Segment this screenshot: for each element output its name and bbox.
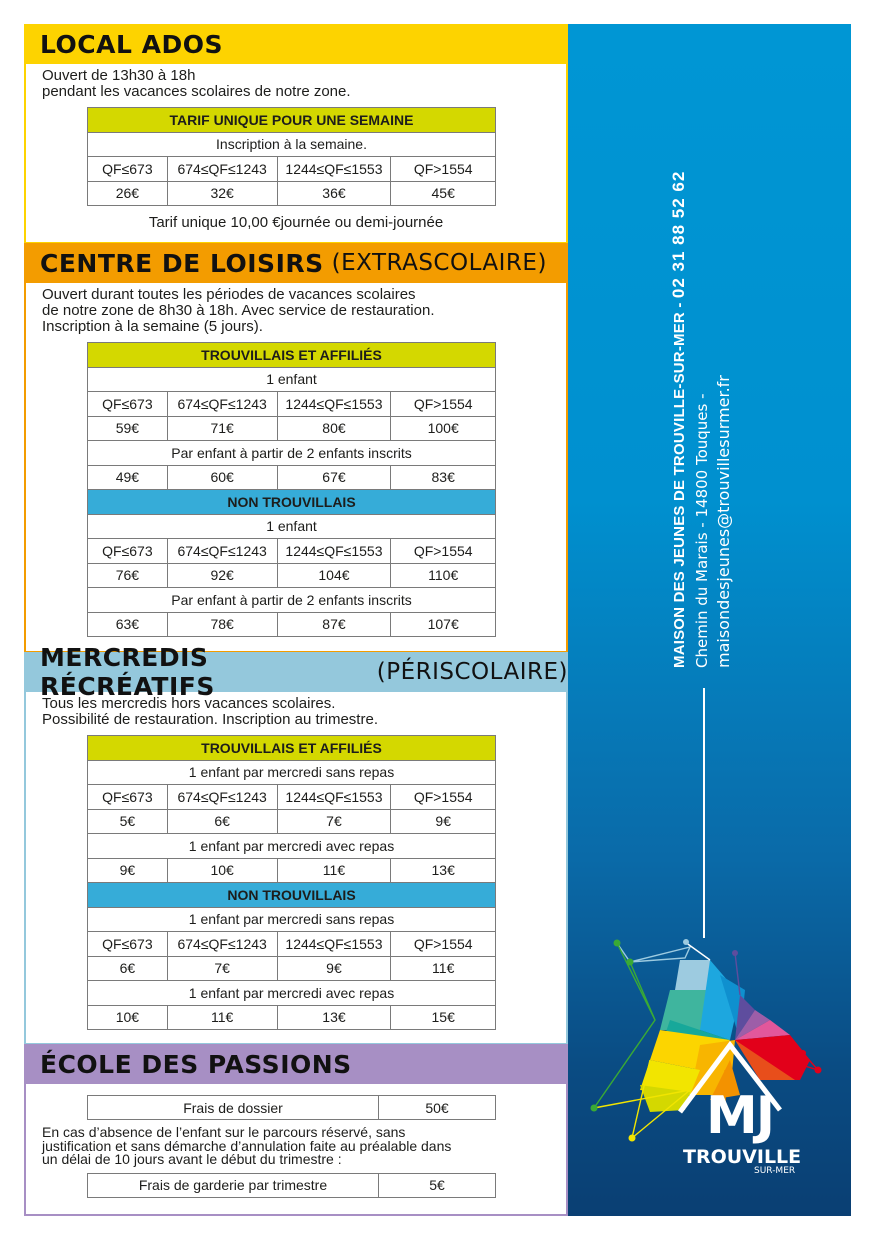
table-header: TARIF UNIQUE POUR UNE SEMAINE — [88, 108, 496, 133]
day-rate-note: Tarif unique 10,00 €journée ou demi-journée — [148, 214, 444, 231]
table-row-qf: QF≤673 674≤QF≤1243 1244≤QF≤1553 QF>1554 — [88, 539, 496, 564]
section-header — [24, 243, 568, 283]
org-name: MAISON DES JEUNES DE TROUVILLE-SUR-MER — [671, 312, 688, 668]
table-row-prices: 26€ 32€ 36€ 45€ — [88, 181, 496, 206]
table-row-prices: 6€ 7€ 9€ 11€ — [88, 956, 496, 981]
row-label: 1 enfant par mercredi sans repas — [88, 760, 496, 785]
fee-table-dossier — [87, 1095, 496, 1120]
address: Chemin du Marais - 14800 Touques - — [693, 393, 711, 668]
fee-price: 5€ — [379, 1173, 496, 1197]
pricing-table — [87, 342, 496, 637]
table-row-qf: QF≤673 674≤QF≤1243 1244≤QF≤1553 QF>1554 — [88, 785, 496, 810]
section-title: LOCAL ADOS — [40, 29, 223, 59]
row-label: 1 enfant par mercredi avec repas — [88, 834, 496, 859]
section-intro: Tous les mercredis hors vacances scolaires. Possibilité de restauration. Inscription au trimestre. — [42, 695, 378, 728]
fee-label: Frais de dossier — [88, 1096, 379, 1120]
row-label: Par enfant à partir de 2 enfants inscrits — [88, 441, 496, 466]
section-title: CENTRE DE LOISIRS — [40, 248, 324, 278]
table-row-prices: 49€ 60€ 67€ 83€ — [88, 465, 496, 490]
table-row-prices: 9€ 10€ 11€ 13€ — [88, 858, 496, 883]
section-title: ÉCOLE DES PASSIONS — [40, 1049, 352, 1079]
section-mercredis-recreatifs — [24, 643, 568, 1045]
group-header: TROUVILLAIS ET AFFILIÉS — [88, 343, 496, 368]
section-ecole-des-passions — [24, 1044, 568, 1216]
group-header: TROUVILLAIS ET AFFILIÉS — [88, 736, 496, 761]
table-row-prices: 63€ 78€ 87€ 107€ — [88, 612, 496, 637]
table-subheader: Inscription à la semaine. — [88, 132, 496, 157]
section-subtitle: (EXTRASCOLAIRE) — [331, 250, 547, 276]
table-row-qf: QF≤673 674≤QF≤1243 1244≤QF≤1553 QF>1554 — [88, 157, 496, 182]
logo-name: TROUVILLE — [683, 1146, 802, 1168]
section-header — [24, 1044, 568, 1084]
group-header: NON TROUVILLAIS — [88, 883, 496, 908]
fee-price: 50€ — [379, 1096, 496, 1120]
section-centre-loisirs — [24, 243, 568, 653]
table-row-prices: 5€ 6€ 7€ 9€ — [88, 809, 496, 834]
table-row-qf: QF≤673 674≤QF≤1243 1244≤QF≤1553 QF>1554 — [88, 392, 496, 417]
section-header — [24, 24, 568, 64]
pricing-table — [87, 735, 496, 1030]
section-subtitle: (PÉRISCOLAIRE) — [376, 659, 568, 685]
pricing-table — [87, 107, 496, 206]
logo-letters: MJ — [706, 1086, 774, 1146]
contact-block — [668, 170, 735, 668]
row-label: Par enfant à partir de 2 enfants inscrits — [88, 588, 496, 613]
table-row-prices: 10€ 11€ 13€ 15€ — [88, 1005, 496, 1030]
email-link[interactable]: maisondesjeunes@trouvillesurmer.fr — [714, 375, 733, 668]
fee-table-garderie — [87, 1173, 496, 1198]
fee-label: Frais de garderie par trimestre — [88, 1173, 379, 1197]
table-row-prices: 59€ 71€ 80€ 100€ — [88, 416, 496, 441]
logo-subname: SUR-MER — [754, 1166, 796, 1176]
section-title: MERCREDIS RÉCRÉATIFS — [40, 643, 215, 701]
section-header — [24, 643, 568, 701]
row-label: 1 enfant par mercredi avec repas — [88, 981, 496, 1006]
row-label: 1 enfant — [88, 367, 496, 392]
org-name-line: MAISON DES JEUNES DE TROUVILLE-SUR-MER - 02 31 88 52 62 — [669, 170, 688, 668]
section-local-ados — [24, 24, 568, 244]
section-intro: Ouvert durant toutes les périodes de vacances scolaires de notre zone de 8h30 à 18h. Avec service de restauration. Inscription à la semaine (5 jours). — [42, 286, 435, 335]
row-label: 1 enfant — [88, 514, 496, 539]
table-row-prices: 76€ 92€ 104€ 110€ — [88, 563, 496, 588]
phone-number[interactable]: 02 31 88 52 62 — [669, 170, 688, 299]
logo-hanger-line — [703, 688, 705, 938]
group-header: NON TROUVILLAIS — [88, 490, 496, 515]
row-label: 1 enfant par mercredi sans repas — [88, 907, 496, 932]
table-row-qf: QF≤673 674≤QF≤1243 1244≤QF≤1553 QF>1554 — [88, 932, 496, 957]
section-intro: Ouvert de 13h30 à 18h pendant les vacances scolaires de notre zone. — [42, 67, 351, 100]
absence-policy-text: En cas d’absence de l’enfant sur le parcours réservé, sans justification et sans démarche d’annulation faite au préalable dans un délai de 10 jours avant le début du trimestre : — [42, 1124, 452, 1167]
